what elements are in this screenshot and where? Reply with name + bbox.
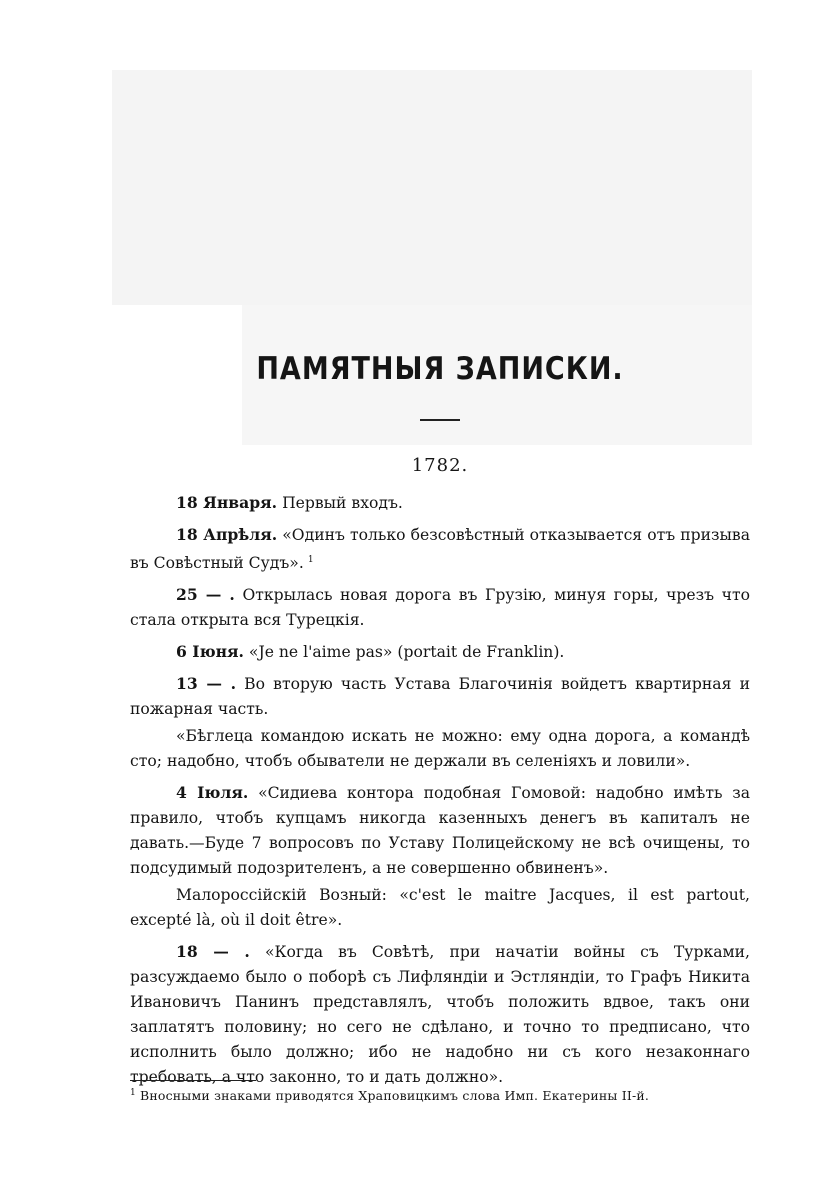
- title-divider: [420, 419, 460, 421]
- page-title: ПАМЯТНЫЯ ЗАПИСКИ.: [256, 351, 624, 387]
- entry-text: «Сидиева контора подобная Гомовой: надобно имѣть за правило, чтобъ купцамъ никогда казенныхъ денегъ въ капиталъ не давать.—Буде 7 вопросовъ по Уставу Полицейскому не всѣ очищены, то подсудимый подозрителенъ, а не совершенно обвиненъ».: [130, 784, 751, 878]
- entry-date: 25 — .: [176, 585, 235, 605]
- entry-text: Малороссійскій Возный: «c'est le maitre Jacques, il est partout, excepté là, où il doit être».: [130, 886, 750, 930]
- entry-text: Во вторую часть Устава Благочинія войдетъ квартирная и пожарная часть.: [130, 675, 750, 719]
- entry: [130, 780, 750, 881]
- entry: [130, 490, 750, 516]
- footnote-text: Вносными знаками приводятся Храповицкимъ слова Имп. Екатерины II-й.: [139, 1088, 650, 1104]
- footnote-ref: 1: [307, 555, 314, 565]
- entry: [130, 939, 750, 1090]
- entry-text: «Je ne l'aime pas» (portait de Franklin).: [248, 643, 565, 662]
- entry-date: 18 — .: [176, 942, 250, 962]
- entry-text: «Когда въ Совѣтѣ, при начатіи войны съ Турками, разсуждаемо было о поборѣ съ Лифляндіи и Эстляндіи, то Графъ Никита Ивановичъ Панинъ представлялъ, чтобъ положить вдвое, такъ они заплатятъ половину; но сего не сдѣлано, и точно то предписано, что исполнить было должно; ибо не надобно ни съ кого незаконнаго требовать, а что законно, то и дать должно».: [130, 943, 750, 1087]
- entry-date: 4 Іюля.: [176, 783, 249, 803]
- footnote: [130, 1088, 720, 1103]
- entry: [130, 639, 750, 665]
- footnote-mark: 1: [130, 1088, 136, 1098]
- footnote-divider: [130, 1080, 256, 1081]
- entry: [130, 671, 750, 722]
- entry: [130, 582, 750, 633]
- entry-date: 13 — .: [176, 674, 236, 694]
- entry-text: «Одинъ только безсовѣстный отказывается отъ призыва въ Совѣстный Судъ».: [130, 526, 750, 573]
- entry-text: «Бѣглеца командою искать не можно: ему одна дорога, а командѣ сто; надобно, чтобъ обыватели не держали въ селеніяхъ и ловили».: [130, 727, 750, 771]
- entry: [130, 724, 750, 774]
- entry-date: 18 Апрѣля.: [176, 525, 278, 544]
- year-heading: 1782.: [411, 455, 469, 476]
- entry-date: 6 Іюня.: [176, 642, 244, 662]
- entry: [130, 522, 750, 576]
- entry-date: 18 Января.: [176, 493, 278, 512]
- entry: [130, 883, 750, 933]
- page-body: [130, 330, 750, 1096]
- entry-text: Открылась новая дорога въ Грузію, минуя горы, чрезъ что стала открыта вся Турецкія.: [130, 586, 750, 630]
- scan-shading: [112, 70, 752, 305]
- entry-text: Первый входъ.: [282, 494, 403, 512]
